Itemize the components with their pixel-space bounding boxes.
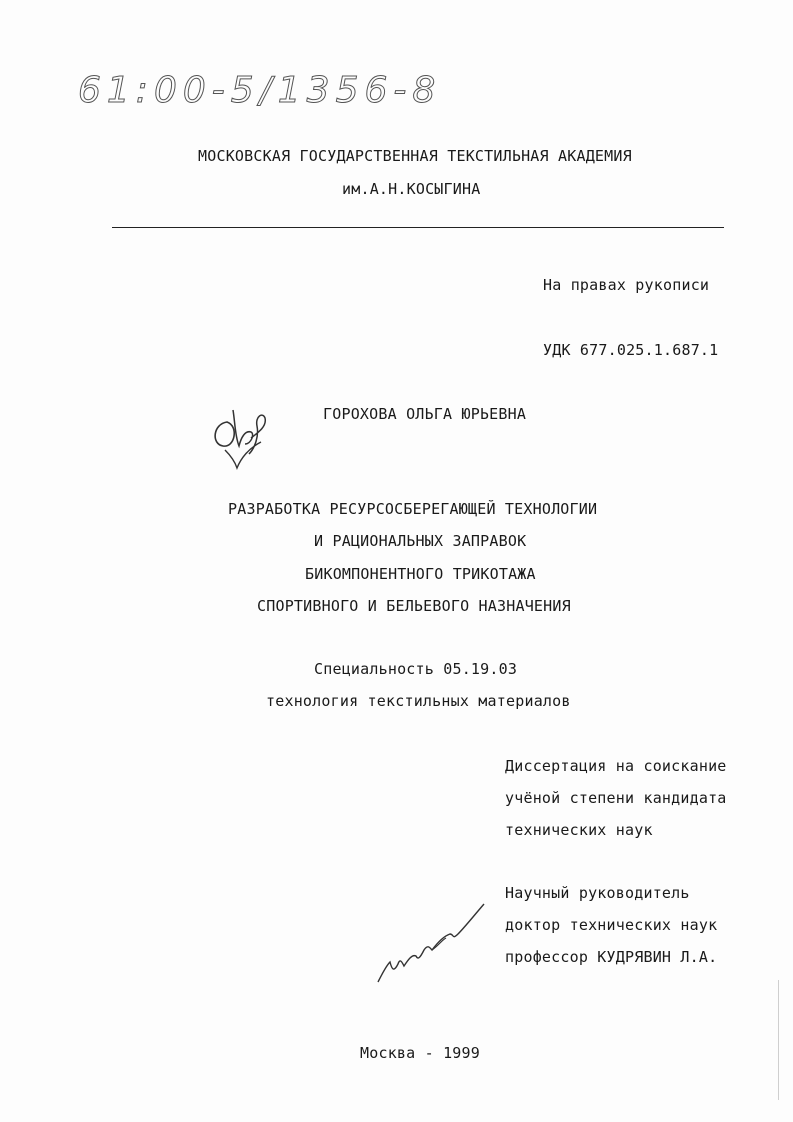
archive-stamp: 61:00-5/1356-8 [78, 70, 442, 111]
title-line-4: СПОРТИВНОГО И БЕЛЬЕВОГО НАЗНАЧЕНИЯ [257, 597, 571, 615]
specialty-code: Специальность 05.19.03 [314, 660, 518, 678]
supervisor-signature-icon [372, 900, 492, 986]
specialty-name: технология текстильных материалов [266, 692, 571, 710]
scan-artifact [778, 980, 779, 1100]
author-name: ГОРОХОВА ОЛЬГА ЮРЬЕВНА [323, 405, 527, 423]
dissertation-line-1: Диссертация на соискание [505, 757, 727, 775]
manuscript-note: На правах рукописи [543, 276, 710, 294]
supervisor-role: Научный руководитель [505, 884, 690, 902]
title-line-1: РАЗРАБОТКА РЕСУРСОСБЕРЕГАЮЩЕЙ ТЕХНОЛОГИИ [228, 500, 598, 518]
udk-code: УДК 677.025.1.687.1 [543, 341, 719, 359]
dissertation-line-2: учёной степени кандидата [505, 789, 727, 807]
dissertation-line-3: технических наук [505, 821, 653, 839]
title-line-2: И РАЦИОНАЛЬНЫХ ЗАПРАВОК [314, 532, 527, 550]
institution-name: МОСКОВСКАЯ ГОСУДАРСТВЕННАЯ ТЕКСТИЛЬНАЯ АКАДЕМИЯ [198, 147, 632, 165]
supervisor-name: профессор КУДРЯВИН Л.А. [505, 948, 718, 966]
author-signature-icon [205, 402, 277, 472]
title-line-3: БИКОМПОНЕНТНОГО ТРИКОТАЖА [305, 565, 536, 583]
institution-dedication: им.А.Н.КОСЫГИНА [342, 180, 481, 198]
place-and-year: Москва - 1999 [360, 1044, 480, 1062]
header-divider [112, 227, 724, 228]
supervisor-degree: доктор технических наук [505, 916, 718, 934]
